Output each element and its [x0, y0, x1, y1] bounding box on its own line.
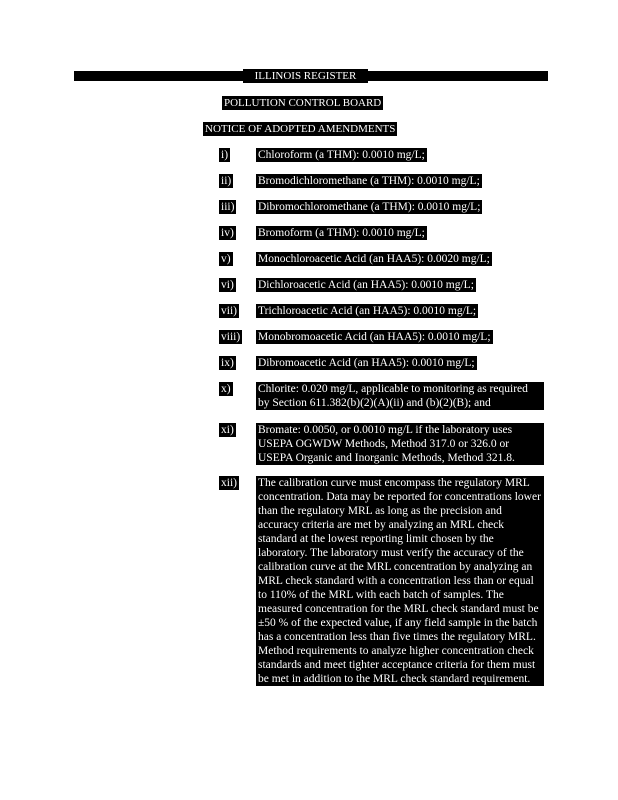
item-number: ii) [221, 175, 232, 187]
item-number: v) [221, 253, 231, 265]
item-number: vii) [221, 305, 237, 317]
item-text: Dichloroacetic Acid (an HAA5): 0.0010 mg/L; [258, 279, 474, 291]
item-text: The calibration curve must encompass the regulatory MRL concentration. Data may be reported for concentrations lower than the regulatory MRL as long as the precision and accuracy criteria are met by analyzing an MRL check standard at the lowest reporting limit chosen by the laboratory. The laboratory must verify the accuracy of the calibration curve at the MRL concentration by analyzing an MRL check standard with a concentration less than or equal to 110% of the MRL with each batch of samples. The measured concentration for the MRL check standard must be ±50 % of the expected value, if any field sample in the batch has a concentration less than five times the regulatory MRL. Method requirements to analyze higher concentration check standards and meet tighter acceptance criteria for them must be met in addition to the MRL check standard requirement. [256, 476, 544, 686]
item-number: i) [221, 149, 229, 161]
item-number: viii) [221, 331, 241, 343]
board-title: POLLUTION CONTROL BOARD [224, 97, 382, 109]
item-text: Trichloroacetic Acid (an HAA5): 0.0010 mg/L; [258, 305, 477, 317]
item-text: Bromodichloromethane (a THM): 0.0010 mg/L; [258, 175, 480, 187]
item-number: ix) [221, 357, 234, 369]
item-text: Monochloroacetic Acid (an HAA5): 0.0020 mg/L; [258, 253, 490, 265]
item-number: x) [221, 383, 231, 395]
item-number: vi) [221, 279, 234, 291]
item-number: xii) [221, 477, 237, 489]
item-number: iii) [221, 201, 235, 213]
item-text: Chlorite: 0.020 mg/L, applicable to monitoring as required by Section 611.382(b)(2)(A)(ii) and (b)(2)(B); and [256, 382, 544, 410]
item-number: xi) [221, 424, 234, 436]
item-text: Bromoform (a THM): 0.0010 mg/L; [258, 227, 425, 239]
item-text: Chloroform (a THM): 0.0010 mg/L; [258, 149, 425, 161]
notice-title: NOTICE OF ADOPTED AMENDMENTS [205, 123, 396, 135]
item-text: Dibromochloromethane (a THM): 0.0010 mg/L; [258, 201, 481, 213]
item-text: Monobromoacetic Acid (an HAA5): 0.0010 mg/L; [258, 331, 491, 343]
item-number: iv) [221, 227, 234, 239]
item-text: Dibromoacetic Acid (an HAA5): 0.0010 mg/L; [258, 357, 475, 369]
register-title: ILLINOIS REGISTER [243, 69, 368, 83]
item-text: Bromate: 0.0050, or 0.0010 mg/L if the laboratory uses USEPA OGWDW Methods, Method 317.0 or 326.0 or USEPA Organic and Inorganic Methods, Method 321.8. [256, 423, 544, 465]
